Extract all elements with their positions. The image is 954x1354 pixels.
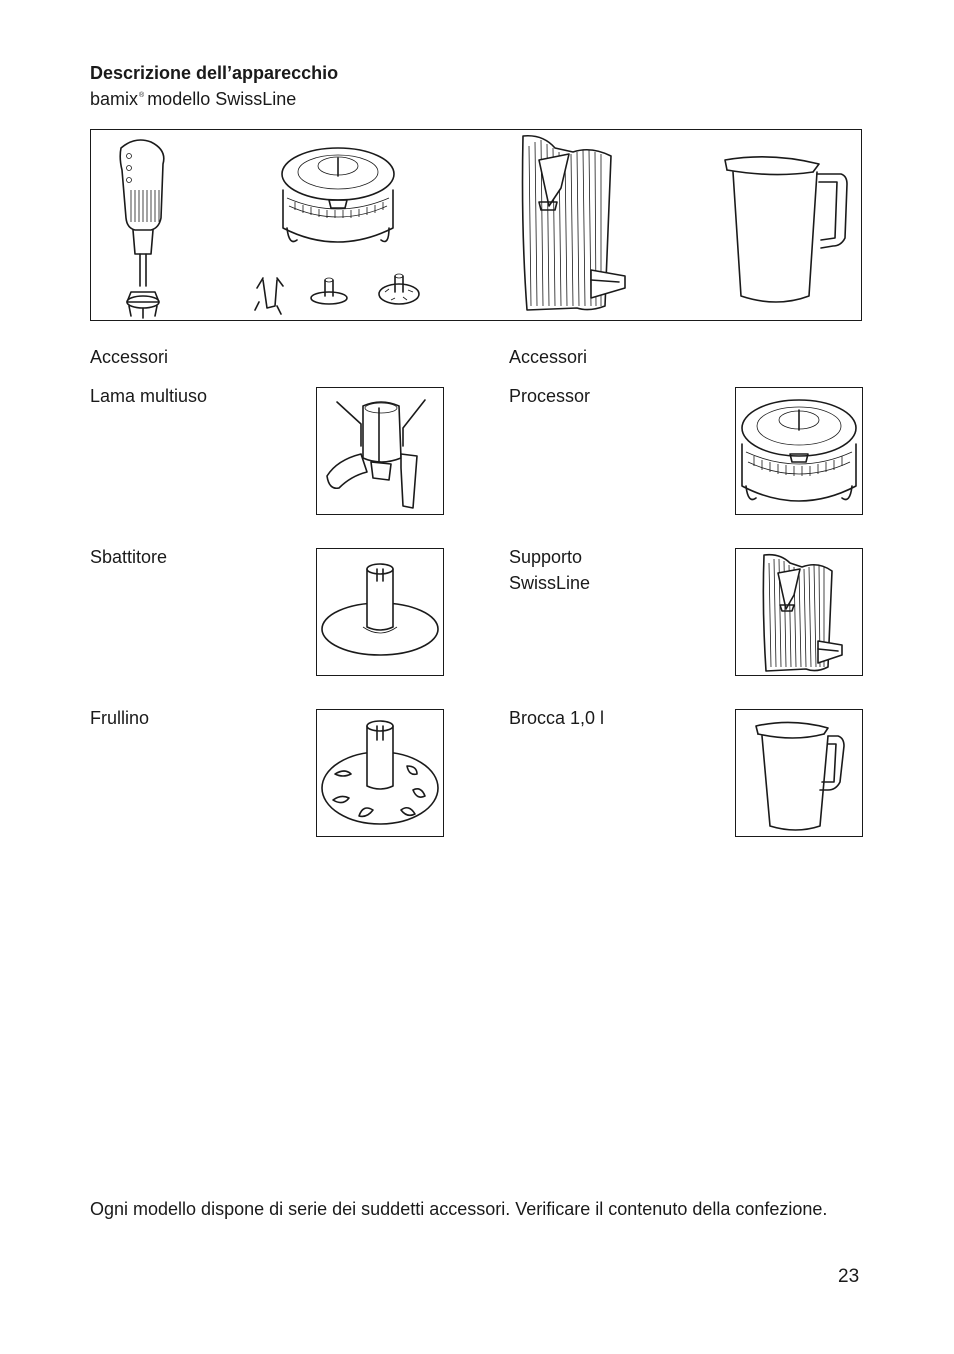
footer-note: Ogni modello dispone di serie dei suddetti accessori. Verificare il contenuto della confezione.	[90, 1199, 828, 1219]
beater-label: Sbattitore	[90, 547, 168, 567]
multi-blade-icon	[317, 388, 443, 514]
jug-icon	[725, 157, 847, 302]
hand-blender-icon	[120, 140, 164, 318]
page-title: Descrizione dell’apparecchio	[90, 63, 339, 83]
processor-label: Processor	[509, 386, 591, 406]
processor-icon	[282, 148, 394, 242]
left-accessories-heading: Accessori	[90, 347, 169, 367]
stand-icon	[736, 549, 862, 675]
jug-label: Brocca 1,0 l	[509, 708, 605, 728]
model-name: modello SwissLine	[147, 89, 297, 109]
stand-label-line1: Supporto	[509, 547, 583, 567]
multi-blade-image	[316, 387, 444, 515]
processor-image	[735, 387, 863, 515]
registered-mark: ®	[139, 92, 145, 99]
multi-blade-label: Lama multiuso	[90, 386, 208, 406]
processor-icon	[736, 388, 862, 514]
stand-image	[735, 548, 863, 676]
page-subtitle	[90, 89, 296, 110]
jug-icon	[736, 710, 862, 836]
small-accessories-icon	[255, 274, 419, 314]
page-number: 23	[838, 1266, 860, 1287]
whisk-image	[316, 709, 444, 837]
beater-disc-icon	[317, 549, 443, 675]
stand-label-line2: SwissLine	[509, 573, 591, 593]
right-accessories-heading: Accessori	[509, 347, 588, 367]
whisk-label: Frullino	[90, 708, 150, 728]
beater-image	[316, 548, 444, 676]
brand-name: bamix	[90, 89, 139, 109]
overview-illustration	[90, 129, 862, 321]
stand-icon	[523, 136, 626, 310]
whisk-disc-icon	[317, 710, 443, 836]
jug-image	[735, 709, 863, 837]
stand-label	[509, 544, 590, 596]
